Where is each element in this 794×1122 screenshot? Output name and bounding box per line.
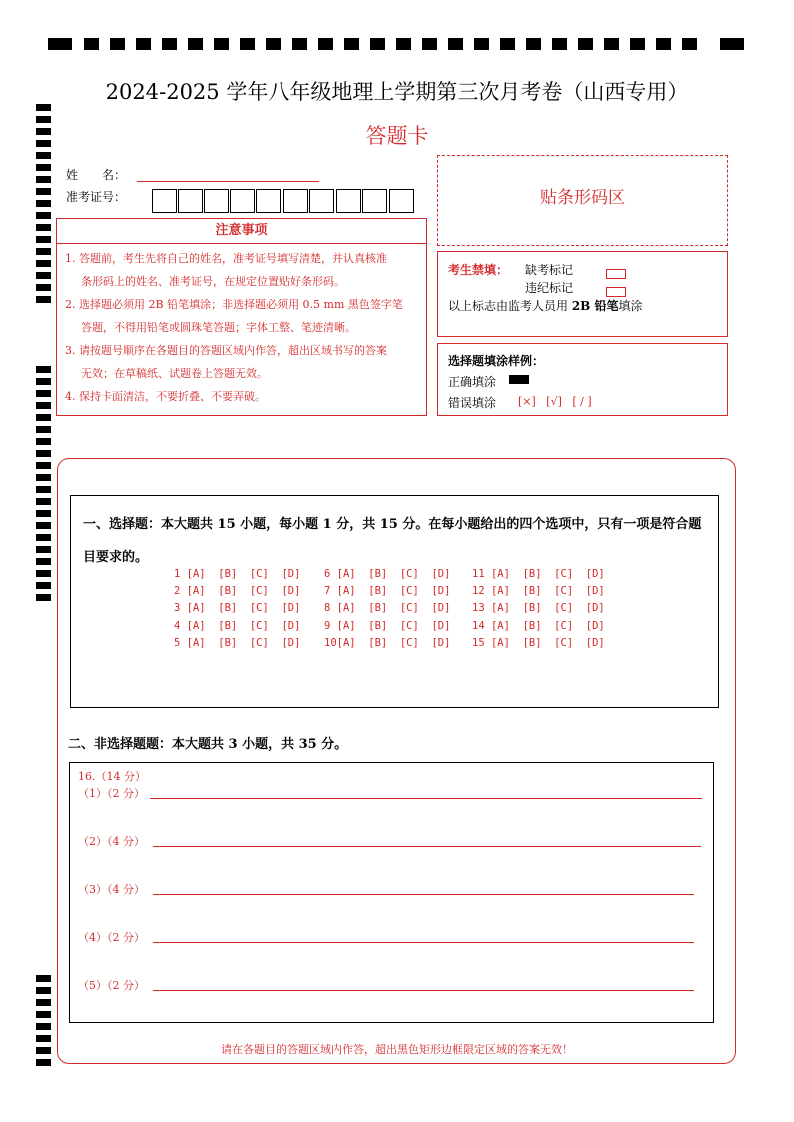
wrong-fill-label: 错误填涂 [448,396,497,410]
choice-row-15[interactable]: 15 [A] [B] [C] [D] [472,637,605,649]
choice-row-9[interactable]: 9 [A] [B] [C] [D] [324,620,451,632]
id-label: 准考证号： [66,190,127,204]
notice-item: 1. 答题前，考生先将自己的姓名，准考证号填写清楚，并认真核准 [65,252,387,265]
prohibition-box [437,251,728,337]
question-16-label: 16.（14 分） [78,770,146,783]
choice-row-11[interactable]: 11 [A] [B] [C] [D] [472,568,605,580]
part-2-label: （2）（4 分） [78,835,145,848]
barcode-area[interactable]: 贴条形码区 [437,155,728,246]
notice-item: 条形码上的姓名、准考证号，在规定位置贴好条形码。 [81,275,345,288]
choice-row-13[interactable]: 13 [A] [B] [C] [D] [472,602,605,614]
choice-row-1[interactable]: 1 [A] [B] [C] [D] [174,568,301,580]
choice-row-10[interactable]: 10[A] [B] [C] [D] [324,637,451,649]
notice-item: 3. 请按题号顺序在各题目的答题区域内作答，超出区域书写的答案 [65,344,387,357]
answer-line-2[interactable] [153,846,701,847]
absent-mark-box[interactable] [606,263,626,282]
top-alignment-marks [48,38,746,52]
choice-row-5[interactable]: 5 [A] [B] [C] [D] [174,637,301,649]
correct-fill-sample [509,375,529,384]
part-4-label: （4）（2 分） [78,931,145,944]
footer-warning: 请在各题目的答题区域内作答，超出黑色矩形边框限定区域的答案无效！ [221,1043,573,1056]
part-3-label: （3）（4 分） [78,883,145,896]
correct-fill-label: 正确填涂 [448,375,497,389]
prohibition-note-bold: 2B 铅笔 [571,299,619,313]
free-response-section [69,762,714,1023]
section1-title: 一、选择题：本大题共 15 小题，每小题 1 分，共 15 分。在每小题给出的四个选项中，只有一项是符合题目要求的。 [83,517,702,565]
choice-row-3[interactable]: 3 [A] [B] [C] [D] [174,602,301,614]
choice-row-8[interactable]: 8 [A] [B] [C] [D] [324,602,451,614]
prohibition-note-pre: 以上标志由监考人员用 [448,299,572,313]
answer-line-5[interactable] [153,990,694,991]
answer-line-3[interactable] [153,894,694,895]
fill-sample-title: 选择题填涂样例： [448,354,545,368]
answer-card-title: 答题卡 [365,124,429,148]
absent-label: 缺考标记 [525,263,574,277]
choice-row-4[interactable]: 4 [A] [B] [C] [D] [174,620,301,632]
answer-line-4[interactable] [153,942,694,943]
choice-row-6[interactable]: 6 [A] [B] [C] [D] [324,568,451,580]
prohibition-note [448,297,643,314]
name-label: 姓 名： [66,168,127,182]
exam-title: 2024-2025 学年八年级地理上学期第三次月考卷（山西专用） [105,80,689,104]
notice-box [56,218,427,416]
choice-row-2[interactable]: 2 [A] [B] [C] [D] [174,585,301,597]
part-5-label: （5）（2 分） [78,979,145,992]
notice-heading: 注意事项 [57,219,426,244]
violation-label: 违纪标记 [525,281,574,295]
notice-item: 无效；在草稿纸、试题卷上答题无效。 [81,367,268,380]
choice-row-14[interactable]: 14 [A] [B] [C] [D] [472,620,605,632]
part-1-label: （1）（2 分） [78,787,145,800]
name-field[interactable] [137,181,319,182]
choice-row-7[interactable]: 7 [A] [B] [C] [D] [324,585,451,597]
wrong-fill-samples: [×] [√] [ / ] [518,395,592,408]
section2-title: 二、非选择题题：本大题共 3 小题，共 35 分。 [68,737,348,752]
notice-item: 4. 保持卡面清洁，不要折叠、不要弄破。 [65,390,266,403]
fill-sample-box [437,343,728,416]
answer-line-1[interactable] [150,798,702,799]
prohibition-label: 考生禁填： [448,263,509,277]
notice-item: 答题，不得用铅笔或圆珠笔答题；字体工整、笔迹清晰。 [81,321,356,334]
choice-row-12[interactable]: 12 [A] [B] [C] [D] [472,585,605,597]
notice-item: 2. 选择题必须用 2B 铅笔填涂；非选择题必须用 0.5 mm 黑色签字笔 [65,298,403,311]
prohibition-note-post: 填涂 [618,299,643,313]
